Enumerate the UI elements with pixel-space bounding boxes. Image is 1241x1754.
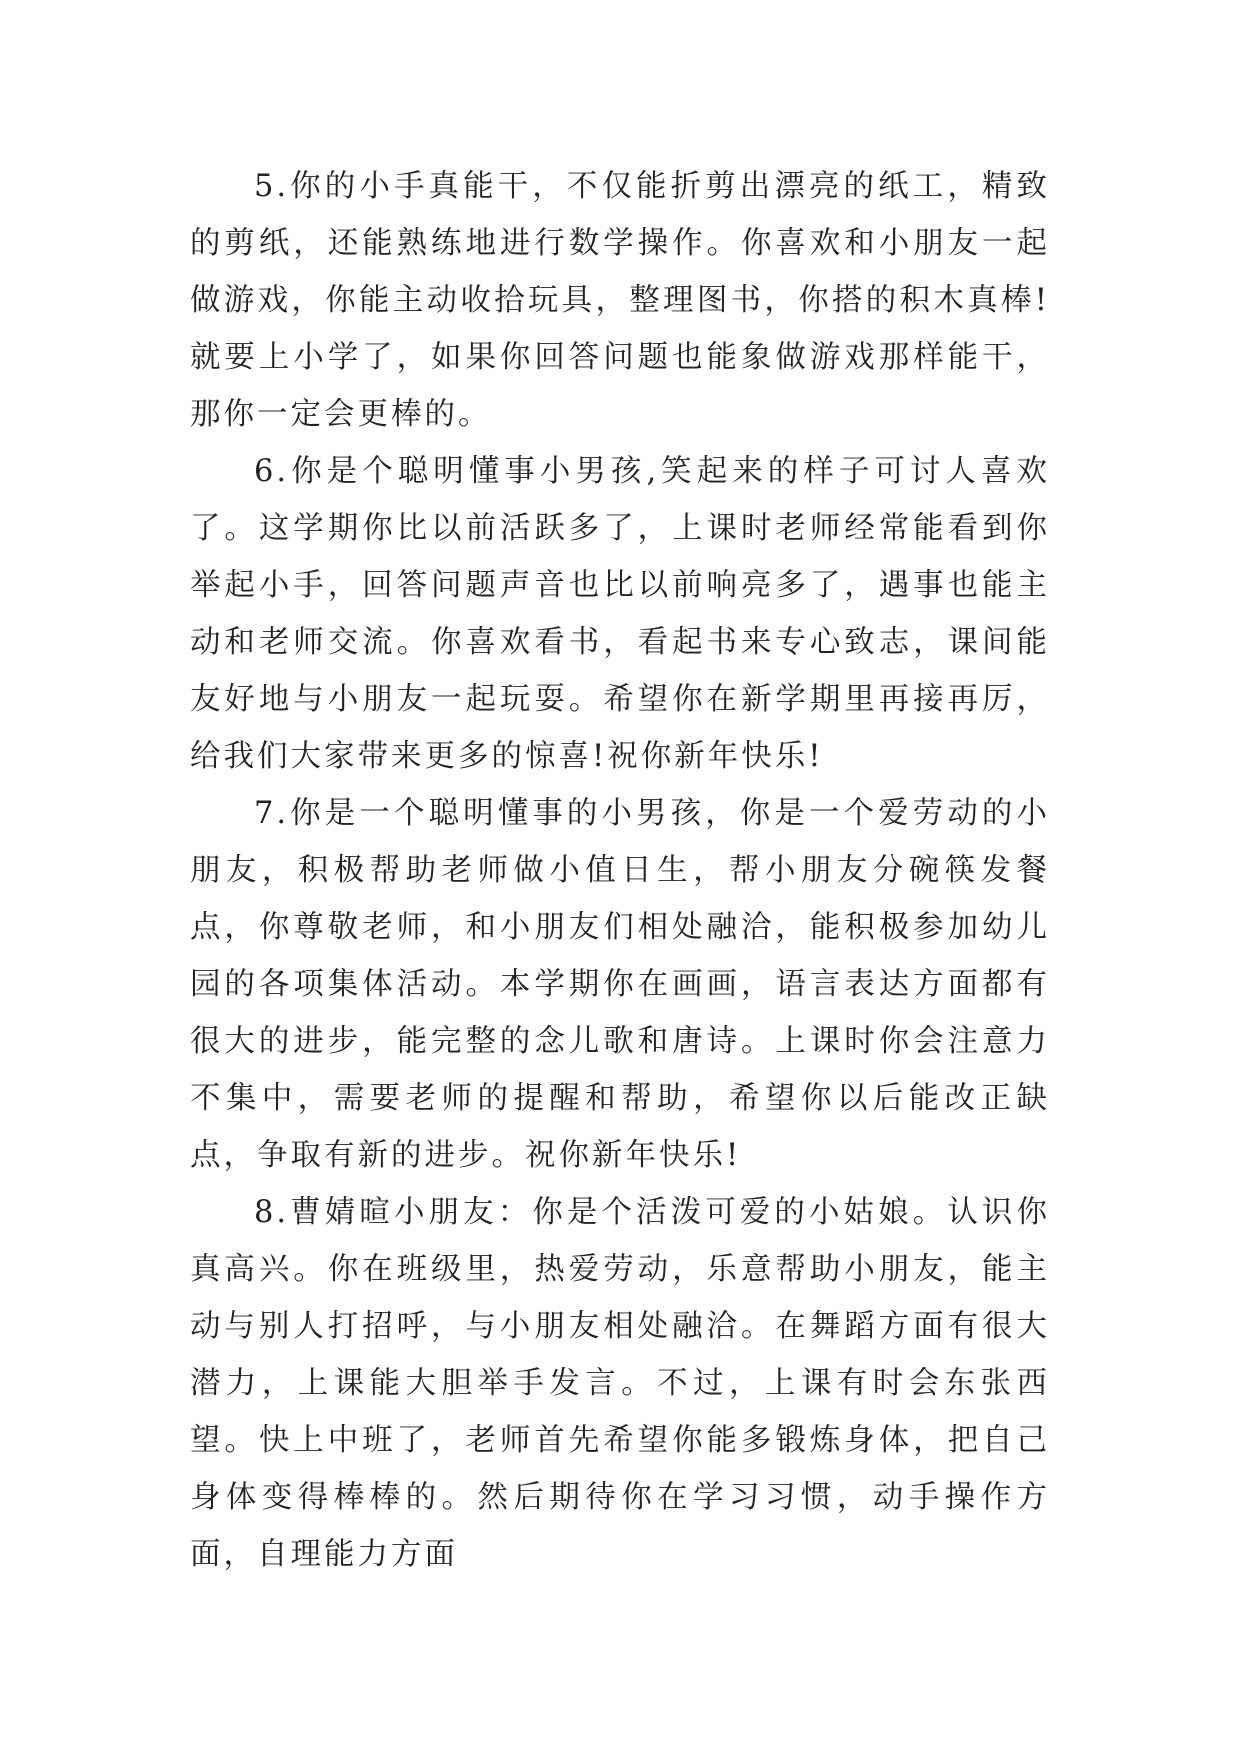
paragraph-7: 7.你是一个聪明懂事的小男孩，你是一个爱劳动的小朋友，积极帮助老师做小值日生，帮小朋友分碗筷发餐点，你尊敬老师，和小朋友们相处融洽，能积极参加幼儿园的各项集体活动。本学期你在画画，语言表达方面都有很大的进步，能完整的念儿歌和唐诗。上课时你会注意力不集中，需要老师的提醒和帮助，希望你以后能改正缺点，争取有新的进步。祝你新年快乐! bbox=[190, 796, 1050, 1173]
paragraph-6: 6.你是个聪明懂事小男孩,笑起来的样子可讨人喜欢了。这学期你比以前活跃多了，上课时老师经常能看到你举起小手，回答问题声音也比以前响亮多了，遇事也能主动和老师交流。你喜欢看书，看起书来专心致志，课间能友好地与小朋友一起玩耍。希望你在新学期里再接再厉，给我们大家带来更多的惊喜!祝你新年快乐! bbox=[190, 454, 1050, 774]
paragraph-8: 8.曹婧暄小朋友：你是个活泼可爱的小姑娘。认识你真高兴。你在班级里，热爱劳动，乐意帮助小朋友，能主动与别人打招呼，与小朋友相处融洽。在舞蹈方面有很大潜力，上课能大胆举手发言。不过，上课有时会东张西望。快上中班了，老师首先希望你能多锻炼身体，把自己身体变得棒棒的。然后期待你在学习习惯，动手操作方面，自理能力方面 bbox=[190, 1195, 1050, 1572]
document-body bbox=[190, 158, 1050, 1583]
paragraph-5: 5.你的小手真能干，不仅能折剪出漂亮的纸工，精致的剪纸，还能熟练地进行数学操作。你喜欢和小朋友一起做游戏，你能主动收拾玩具，整理图书，你搭的积木真棒!就要上小学了，如果你回答问题也能象做游戏那样能干，那你一定会更棒的。 bbox=[190, 169, 1050, 432]
